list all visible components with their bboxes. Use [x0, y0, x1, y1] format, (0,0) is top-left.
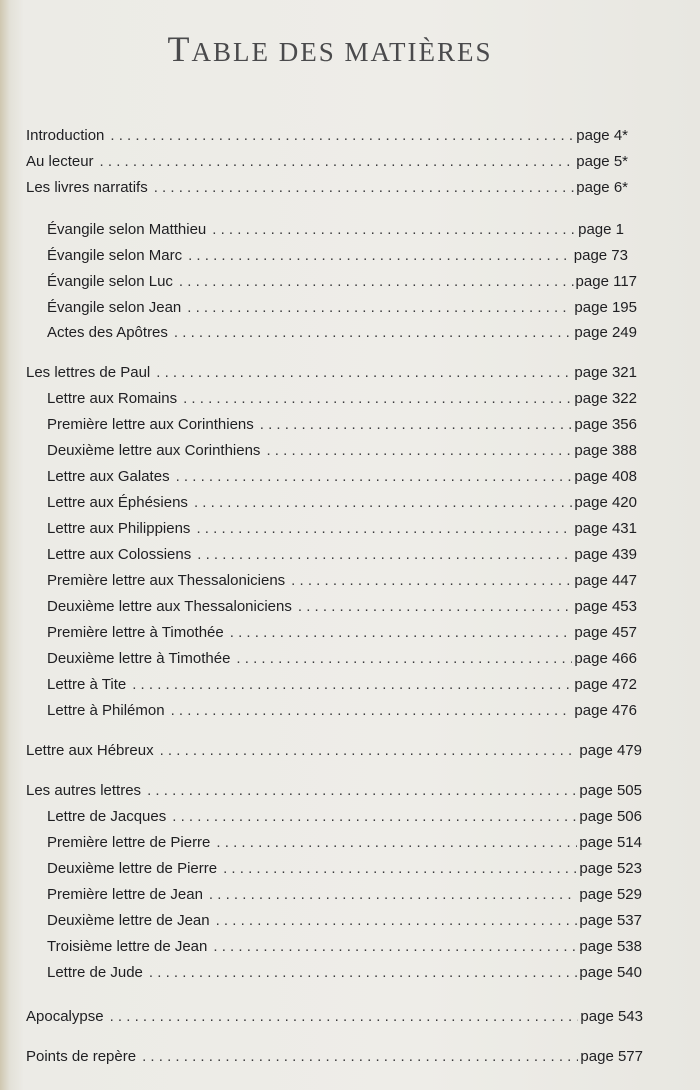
- toc-entry: [47, 322, 637, 344]
- toc-entry: [47, 492, 637, 514]
- toc-entry: [47, 466, 637, 488]
- toc-entry: [26, 177, 628, 199]
- dot-leader: [216, 832, 577, 854]
- toc-entry-page: page 538: [579, 938, 642, 955]
- toc-entry: [26, 740, 642, 762]
- toc-entry-page: page 356: [574, 416, 637, 433]
- toc-entry: [47, 858, 642, 880]
- toc-entry: [47, 219, 624, 241]
- toc-entry-page: page 505: [579, 782, 642, 799]
- toc-entry-label: Lettre aux Galates: [47, 468, 170, 485]
- toc-entry-label: Les livres narratifs: [26, 179, 148, 196]
- toc-entry: [47, 245, 628, 267]
- toc-entry-page: page 388: [574, 442, 637, 459]
- toc-entry-label: Évangile selon Matthieu: [47, 221, 207, 238]
- dot-leader: [149, 962, 578, 984]
- toc-entry: [47, 297, 637, 319]
- toc-entry-label: Première lettre de Jean: [47, 886, 203, 903]
- toc-entry-page: page 408: [574, 468, 637, 485]
- toc-entry-page: page 506: [579, 808, 642, 825]
- toc-entry-page: page 117: [575, 273, 637, 290]
- toc-entry: [47, 700, 637, 722]
- toc-entry: [47, 271, 637, 293]
- dot-leader: [100, 151, 575, 173]
- dot-leader: [266, 440, 572, 462]
- toc-entry-page: page 321: [574, 364, 637, 381]
- toc-entry-label: Lettre aux Hébreux: [26, 742, 154, 759]
- toc-entry: [47, 388, 637, 410]
- dot-leader: [236, 648, 572, 670]
- dot-leader: [132, 674, 572, 696]
- dot-leader: [174, 322, 573, 344]
- toc-entry-page: page 466: [574, 650, 637, 667]
- toc-entry-label: Évangile selon Jean: [47, 299, 182, 316]
- toc-entry-label: Deuxième lettre de Jean: [47, 912, 210, 929]
- toc-entry: [47, 570, 637, 592]
- dot-leader: [187, 297, 572, 319]
- toc-entry: [47, 832, 642, 854]
- toc-entry-page: page 472: [574, 676, 637, 693]
- toc-entry-label: Lettre aux Éphésiens: [47, 494, 188, 511]
- dot-leader: [196, 518, 572, 540]
- toc-entry-page: page 5*: [576, 153, 628, 170]
- dot-leader: [176, 466, 573, 488]
- toc-entry-label: Points de repère: [26, 1048, 137, 1065]
- dot-leader: [298, 596, 573, 618]
- dot-leader: [188, 245, 572, 267]
- dot-leader: [179, 271, 574, 293]
- toc-entry-page: page 457: [574, 624, 637, 641]
- dot-leader: [213, 936, 577, 958]
- dot-leader: [223, 858, 577, 880]
- toc-entry-page: page 6*: [576, 179, 628, 196]
- dot-leader: [291, 570, 572, 592]
- toc-entry-page: page 439: [574, 546, 637, 563]
- toc-entry: [47, 440, 637, 462]
- dot-leader: [230, 622, 573, 644]
- dot-leader: [209, 884, 578, 906]
- toc-entry-page: page 453: [574, 598, 637, 615]
- toc-entry-label: Évangile selon Luc: [47, 273, 173, 290]
- toc-entry: [47, 622, 637, 644]
- toc-entry-page: page 1: [578, 221, 624, 238]
- toc-entry: [47, 414, 637, 436]
- dot-leader: [172, 806, 577, 828]
- toc-entry-label: Première lettre de Pierre: [47, 834, 211, 851]
- toc-entry-label: Lettre à Philémon: [47, 702, 165, 719]
- toc-entry: [26, 362, 637, 384]
- toc-entry-page: page 431: [574, 520, 637, 537]
- dot-leader: [156, 362, 572, 384]
- dot-leader: [197, 544, 572, 566]
- toc-entry-label: Lettre aux Colossiens: [47, 546, 192, 563]
- toc-entry: [47, 936, 642, 958]
- toc-entry-page: page 540: [579, 964, 642, 981]
- toc-entry-label: Deuxième lettre aux Thessaloniciens: [47, 598, 292, 615]
- dot-leader: [160, 740, 578, 762]
- toc-entry-page: page 543: [580, 1008, 643, 1025]
- toc-entry-label: Lettre de Jude: [47, 964, 143, 981]
- toc-entry: [47, 518, 637, 540]
- toc-entry-label: Lettre de Jacques: [47, 808, 167, 825]
- toc-entry-label: Introduction: [26, 127, 105, 144]
- dot-leader: [142, 1046, 578, 1068]
- toc-entry-label: Lettre aux Philippiens: [47, 520, 191, 537]
- dot-leader: [147, 780, 577, 802]
- toc-entry-label: Deuxième lettre aux Corinthiens: [47, 442, 261, 459]
- toc-entry: [47, 806, 642, 828]
- toc-entry-label: Lettre à Tite: [47, 676, 127, 693]
- toc-entry: [47, 648, 637, 670]
- toc-entry: [47, 962, 642, 984]
- dot-leader: [110, 1006, 579, 1028]
- dot-leader: [110, 125, 574, 147]
- toc-entry-page: page 322: [574, 390, 637, 407]
- toc-entry-label: Au lecteur: [26, 153, 94, 170]
- toc-entry-label: Lettre aux Romains: [47, 390, 178, 407]
- toc-entry: [47, 544, 637, 566]
- dot-leader: [212, 219, 576, 241]
- toc-entry-page: page 479: [579, 742, 642, 759]
- toc-entry: [47, 884, 642, 906]
- toc-entry-page: page 514: [579, 834, 642, 851]
- toc-entry-label: Deuxième lettre à Timothée: [47, 650, 231, 667]
- toc-entry-page: page 476: [574, 702, 637, 719]
- toc-entry: [47, 674, 637, 696]
- toc-entry-label: Première lettre aux Thessaloniciens: [47, 572, 286, 589]
- toc-entry-label: Les lettres de Paul: [26, 364, 151, 381]
- toc-entry-label: Première lettre aux Corinthiens: [47, 416, 254, 433]
- toc-entry-page: page 537: [579, 912, 642, 929]
- dot-leader: [171, 700, 573, 722]
- toc-entry-label: Première lettre à Timothée: [47, 624, 224, 641]
- dot-leader: [183, 388, 572, 410]
- toc-entry: [26, 151, 628, 173]
- toc-entry-page: page 529: [579, 886, 642, 903]
- toc-entry: [26, 1046, 643, 1068]
- toc-entry: [26, 780, 642, 802]
- toc-entry-label: Évangile selon Marc: [47, 247, 183, 264]
- toc-entry-page: page 73: [573, 247, 628, 264]
- toc-entry: [47, 910, 642, 932]
- toc-entry-label: Apocalypse: [26, 1008, 104, 1025]
- toc-entry-page: page 249: [574, 324, 637, 341]
- dot-leader: [194, 492, 572, 514]
- toc-entry-label: Les autres lettres: [26, 782, 142, 799]
- toc-entry-label: Actes des Apôtres: [47, 324, 168, 341]
- dot-leader: [260, 414, 573, 436]
- toc-entry-page: page 447: [574, 572, 637, 589]
- toc-entry-page: page 523: [579, 860, 642, 877]
- toc-entry-page: page 420: [574, 494, 637, 511]
- toc-entry-label: Troisième lettre de Jean: [47, 938, 208, 955]
- toc-entry-page: page 195: [574, 299, 637, 316]
- title-rest: ABLE DES MATIÈRES: [191, 37, 493, 67]
- dot-leader: [216, 910, 578, 932]
- toc-entry: [26, 125, 628, 147]
- dot-leader: [154, 177, 575, 199]
- toc-entry-label: Deuxième lettre de Pierre: [47, 860, 218, 877]
- toc-entry-page: page 4*: [576, 127, 628, 144]
- toc-entry-page: page 577: [580, 1048, 643, 1065]
- title-initial: T: [167, 29, 192, 69]
- toc-entry: [26, 1006, 643, 1028]
- toc-entry: [47, 596, 637, 618]
